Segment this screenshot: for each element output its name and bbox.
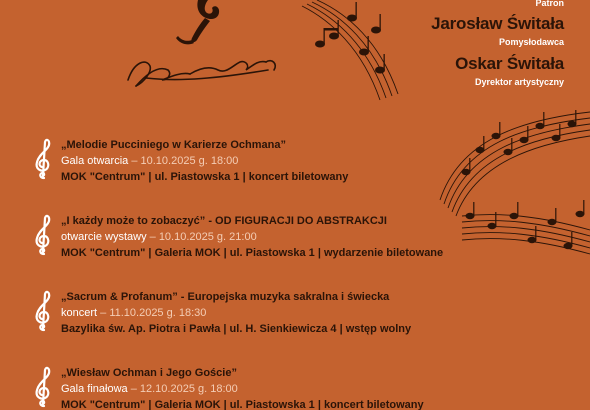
director-role-label: Dyrektor artystyczny — [474, 77, 564, 87]
event-type: Gala otwarcia — [61, 155, 129, 167]
event-title: „Wiesław Ochman i Jego Goście” — [61, 367, 237, 379]
signature-wieslaw-ochman — [128, 61, 275, 86]
event-date: – 11.10.2025 g. 18:30 — [100, 307, 207, 319]
event-date: – 10.10.2025 g. 18:00 — [131, 155, 239, 167]
patron-role-label: Patron — [535, 0, 564, 8]
event-date: – 12.10.2025 g. 18:00 — [130, 383, 238, 395]
event-place: MOK "Centrum" | ul. Piastowska 1 | koncert biletowany — [61, 171, 349, 183]
event-place: MOK "Centrum" | Galeria MOK | ul. Piastowska 1 | koncert biletowany — [61, 399, 424, 410]
event-place: MOK "Centrum" | Galeria MOK | ul. Piastowska 1 | wydarzenie biletowane — [61, 247, 444, 259]
treble-clef-icon — [30, 138, 56, 180]
music-notes-top — [315, 2, 385, 74]
event-item — [30, 290, 530, 360]
event-place: Bazylika św. Ap. Piotra i Pawła | ul. H. Sienkiewicza 4 | wstęp wolny — [61, 323, 412, 335]
organizer-name: Jarosław Świtała — [431, 14, 564, 33]
organizer-role-label: Pomysłodawca — [498, 37, 564, 47]
event-type: otwarcie wystawy — [61, 231, 147, 243]
event-title: „Melodie Pucciniego w Karierze Ochmana” — [61, 139, 286, 151]
event-type: koncert — [61, 307, 98, 319]
event-item — [30, 214, 530, 284]
dancer-silhouette-icon — [176, 0, 219, 44]
event-title: „Sacrum & Profanum” - Europejska muzyka sakralna i świecka — [61, 291, 390, 303]
event-type: Gala finałowa — [61, 383, 128, 395]
event-item — [30, 366, 530, 410]
event-date: – 10.10.2025 g. 21:00 — [149, 231, 257, 243]
treble-clef-icon — [30, 290, 56, 332]
treble-clef-icon — [30, 214, 56, 256]
event-title: „I każdy może to zobaczyć” - OD FIGURACJI DO ABSTRAKCJI — [61, 215, 387, 227]
director-name: Oskar Świtała — [455, 54, 564, 73]
treble-clef-icon — [30, 366, 56, 408]
event-item — [30, 138, 530, 208]
